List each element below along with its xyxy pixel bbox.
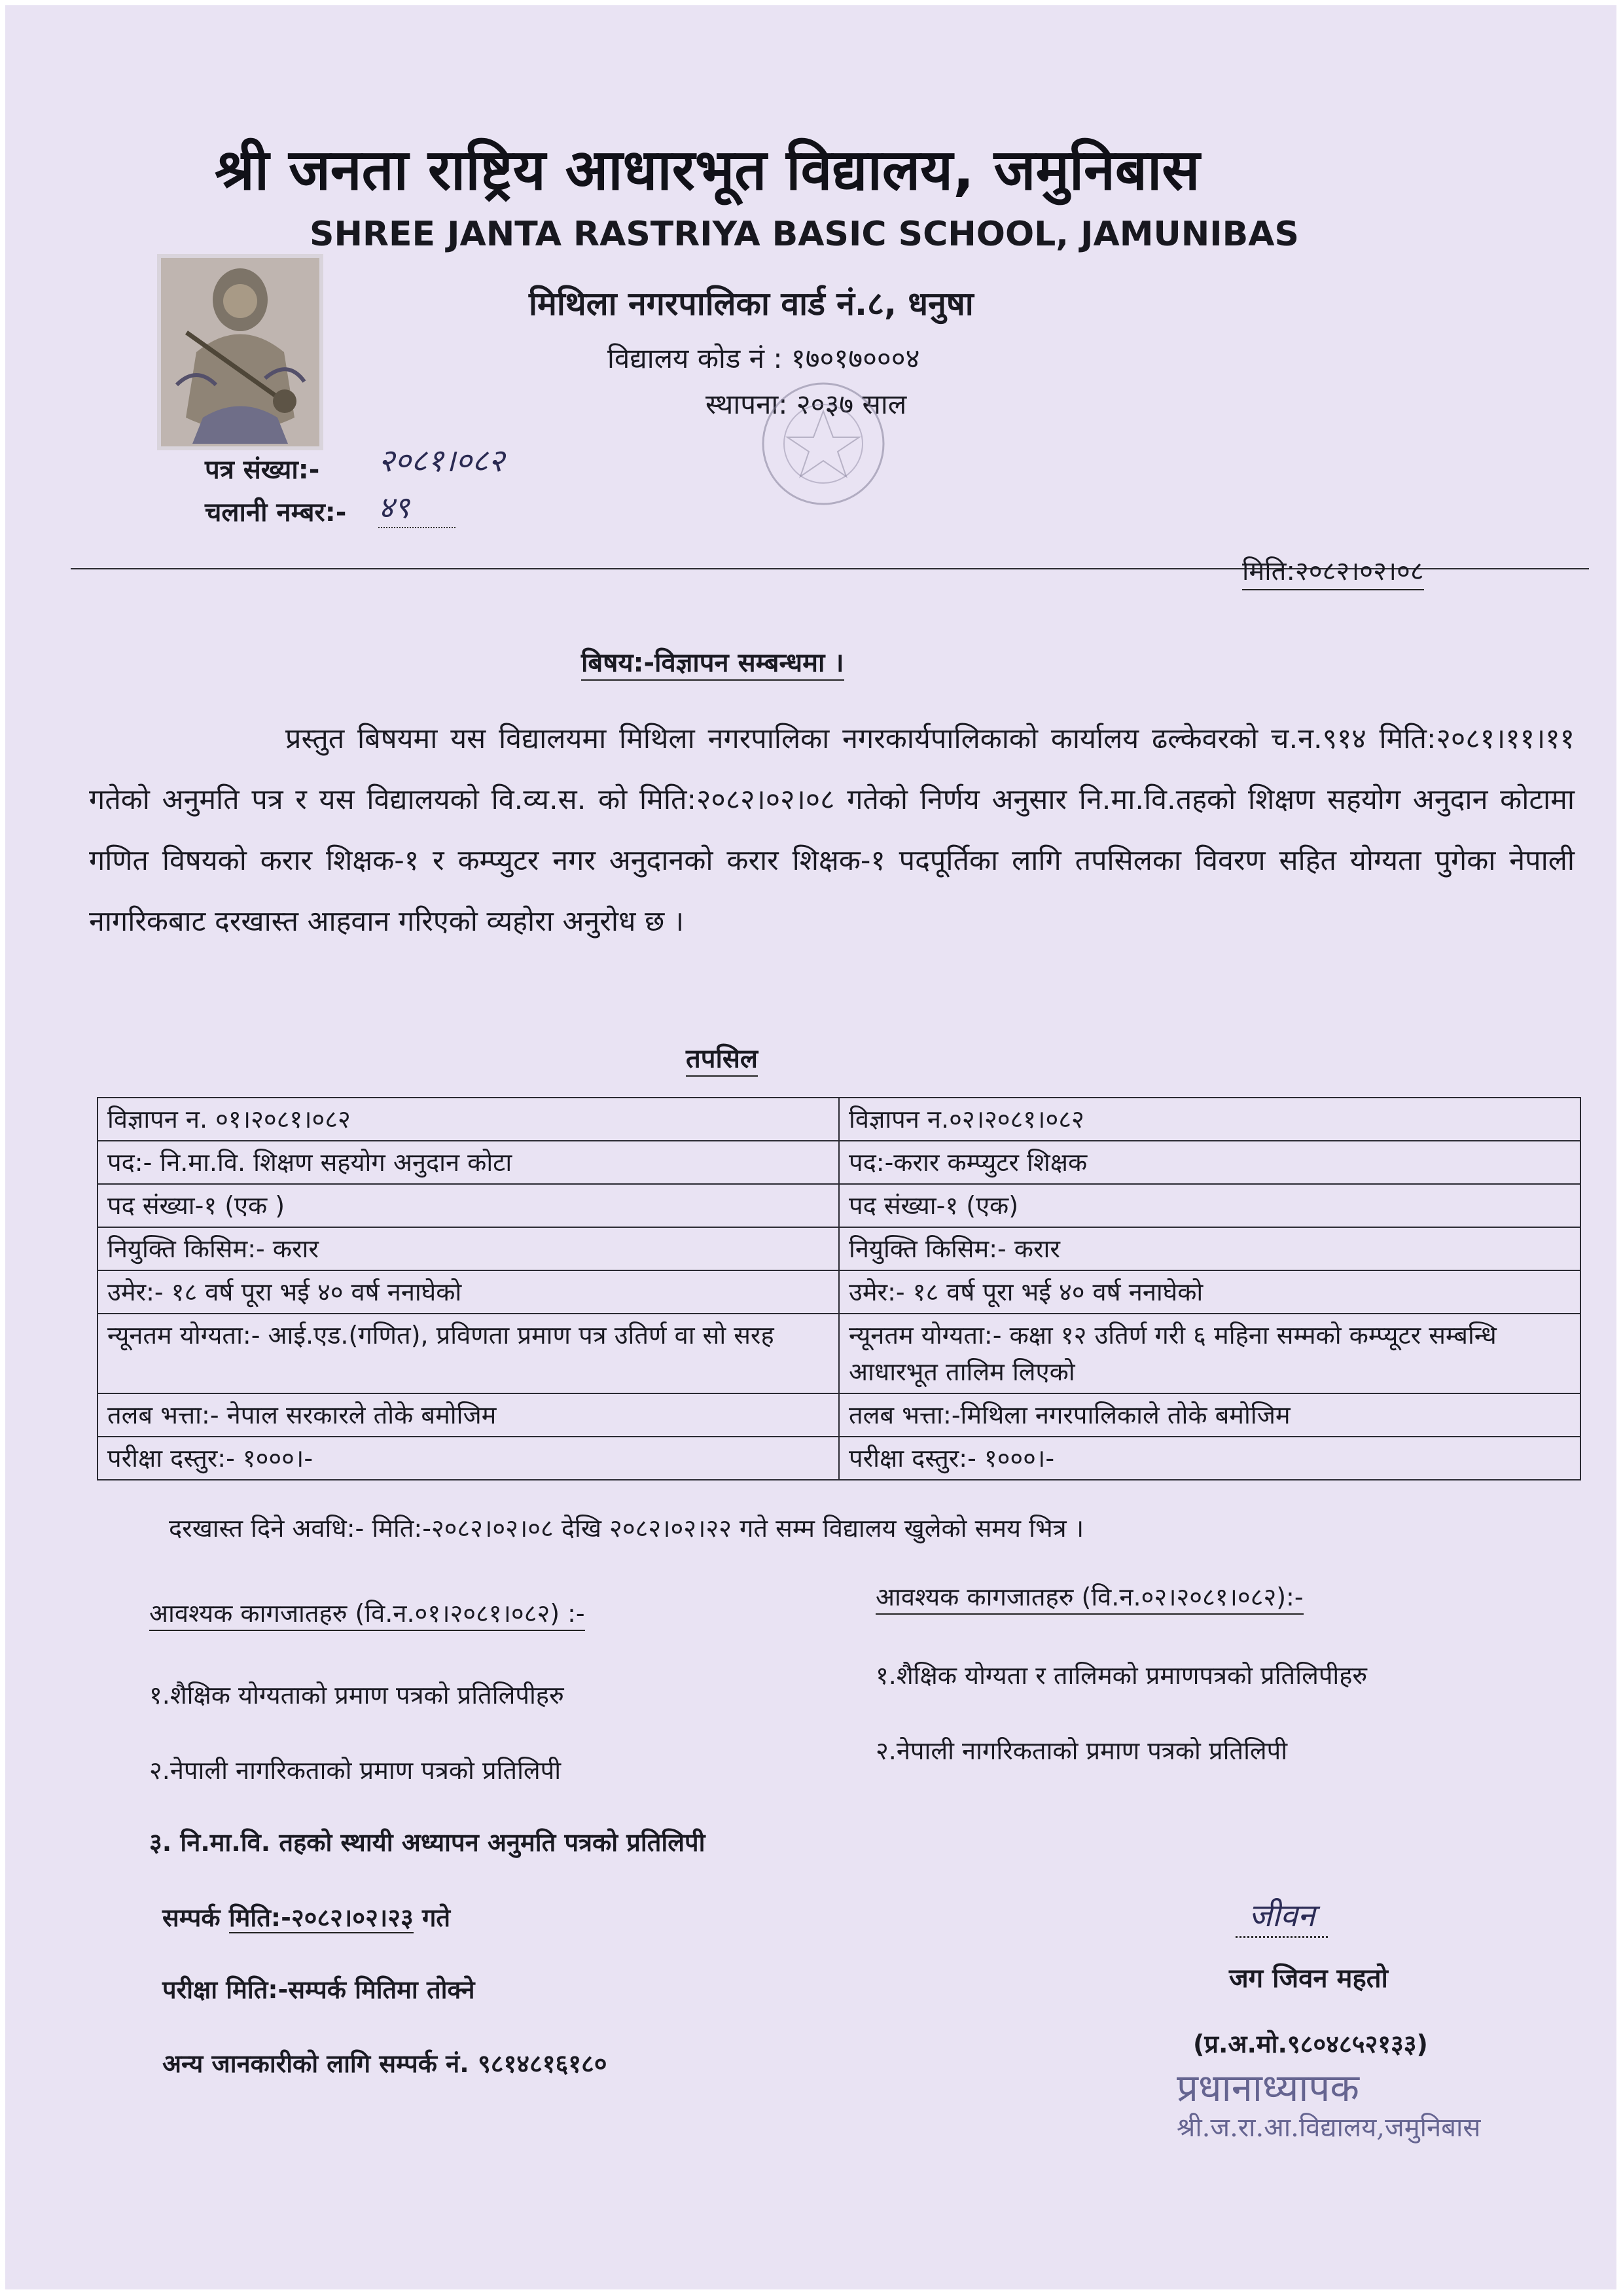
table-row	[98, 1227, 1580, 1270]
table-row	[98, 1437, 1580, 1480]
contact-date	[162, 1900, 450, 1934]
school-logo-image	[157, 254, 323, 450]
letter-date: मिति:२०८२।०२।०८	[1242, 552, 1424, 590]
table-row	[98, 1184, 1580, 1227]
document-page	[5, 5, 1616, 2289]
documents-heading-ad1: आवश्यक कागजातहरु (वि.न.०१।२०८१।०८२) :-	[149, 1596, 585, 1631]
stamp-school: श्री.ज.रा.आ.विद्यालय,जमुनिबास	[1177, 2113, 1481, 2143]
contact-date-value: मिति:-२०८२।०२।२३	[228, 1903, 414, 1932]
table-cell-left: उमेर:- १८ वर्ष पूरा भई ४० वर्ष ननाघेको	[98, 1270, 839, 1314]
table-cell-left: तलब भत्ता:- नेपाल सरकारले तोके बमोजिम	[98, 1393, 839, 1437]
school-title-nepali: श्री जनता राष्ट्रिय आधारभूत विद्यालय, जमुनिबास	[215, 137, 1200, 203]
table-cell-right: पद:-करार कम्प्युटर शिक्षक	[839, 1141, 1580, 1184]
letter-number-label: पत्र संख्या:-	[205, 455, 320, 485]
table-cell-right: न्यूनतम योग्यता:- कक्षा १२ उतिर्ण गरी ६ महिना सम्मको कम्प्यूटर सम्बन्धि आधारभूत तालिम लिएको	[839, 1314, 1580, 1393]
details-heading: तपसिल	[686, 1039, 758, 1077]
municipality-address: मिथिला नगरपालिका वार्ड नं.८, धनुषा	[529, 285, 974, 323]
principal-stamp	[1177, 2060, 1480, 2144]
table-cell-right: परीक्षा दस्तुर:- १०००।-	[839, 1437, 1580, 1480]
table-row	[98, 1141, 1580, 1184]
contact-date-suffix: गते	[421, 1903, 451, 1932]
signatory-name: जग जिवन महतो	[1229, 1964, 1388, 1994]
school-code: विद्यालय कोड नं : १७०१७०००४	[607, 342, 920, 374]
table-cell-right: नियुक्ति किसिम:- करार	[839, 1227, 1580, 1270]
table-cell-left: नियुक्ति किसिम:- करार	[98, 1227, 839, 1270]
table-cell-right: उमेर:- १८ वर्ष पूरा भई ४० वर्ष ननाघेको	[839, 1270, 1580, 1314]
table-cell-right: पद संख्या-१ (एक)	[839, 1184, 1580, 1227]
signature: जीवन	[1236, 1893, 1328, 1938]
dispatch-number-label: चलानी नम्बर:-	[205, 497, 347, 528]
document-item: १.शैक्षिक योग्यताको प्रमाण पत्रको प्रतिलिपीहरु	[149, 1681, 564, 1710]
table-cell-left: पद:- नि.मा.वि. शिक्षण सहयोग अनुदान कोटा	[98, 1141, 839, 1184]
document-item: २.नेपाली नागरिकताको प्रमाण पत्रको प्रतिलिपी	[149, 1756, 562, 1785]
table-cell-right: तलब भत्ता:-मिथिला नगरपालिकाले तोके बमोजिम	[839, 1393, 1580, 1437]
table-row	[98, 1314, 1580, 1393]
document-item: २.नेपाली नागरिकताको प्रमाण पत्रको प्रतिलिपी	[876, 1736, 1288, 1765]
stamp-title: प्रधानाध्यापक	[1177, 2066, 1359, 2110]
vacancy-table	[97, 1097, 1581, 1480]
document-item: ३. नि.मा.वि. तहको स्थायी अध्यापन अनुमति पत्रको प्रतिलिपी	[149, 1828, 705, 1857]
documents-heading-ad2: आवश्यक कागजातहरु (वि.न.०२।२०८१।०८२):-	[876, 1579, 1304, 1615]
table-row	[98, 1393, 1580, 1437]
letter-body: प्रस्तुत बिषयमा यस विद्यालयमा मिथिला नगरपालिका नगरकार्यपालिकाको कार्यालय ढल्केवरको च.न.९१४ मिति:२०८१।११।११ गतेको अनुमति पत्र र यस विद्यालयको वि.व्य.स. को मिति:२०८२।०२।०८ गतेको निर्णय अनुसार नि.मा.वि.तहको शिक्षण सहयोग अनुदान कोटामा गणित विषयको करार शिक्षक-१ र कम्प्युटर नगर अनुदानको करार शिक्षक-१ पदपूर्तिका लागि तपसिलका विवरण सहित योग्यता पुगेका नेपाली नागरिकबाट दरखास्त आहवान गरिएको व्यहोरा अनुरोध छ ।	[89, 723, 1575, 938]
contact-date-prefix: सम्पर्क	[162, 1903, 221, 1932]
table-cell-left: न्यूनतम योग्यता:- आई.एड.(गणित), प्रविणता प्रमाण पत्र उतिर्ण वा सो सरह	[98, 1314, 839, 1393]
letter-subject: बिषय:-विज्ञापन सम्बन्धमा ।	[581, 643, 844, 681]
signatory-contact: (प्र.अ.मो.९८०४८५२१३३)	[1193, 2030, 1428, 2058]
table-cell-right: विज्ञापन न.०२।२०८१।०८२	[839, 1098, 1580, 1141]
office-seal-stamp	[738, 378, 941, 509]
dispatch-number-value: ४९	[378, 486, 455, 528]
school-title-english: SHREE JANTA RASTRIYA BASIC SCHOOL, JAMUNIBAS	[310, 215, 1299, 254]
document-item: १.शैक्षिक योग्यता र तालिमको प्रमाणपत्रको प्रतिलिपीहरु	[876, 1661, 1368, 1690]
letter-number-value: २०८१।०८२	[378, 442, 505, 479]
established-year: स्थापना: २०३७ साल	[705, 388, 907, 420]
table-cell-left: परीक्षा दस्तुर:- १०००।-	[98, 1437, 839, 1480]
exam-date: परीक्षा मिति:-सम्पर्क मितिमा तोक्ने	[162, 1975, 475, 2004]
table-row	[98, 1270, 1580, 1314]
application-period: दरखास्त दिने अवधि:- मिति:-२०८२।०२।०८ देखि २०८२।०२।२२ गते सम्म विद्यालय खुलेको समय भित्र ।	[169, 1514, 1084, 1543]
table-cell-left: पद संख्या-१ (एक )	[98, 1184, 839, 1227]
contact-info: अन्य जानकारीको लागि सम्पर्क नं. ९८१४८१६१८०	[162, 2049, 607, 2078]
table-row	[98, 1098, 1580, 1141]
table-cell-left: विज्ञापन न. ०१।२०८१।०८२	[98, 1098, 839, 1141]
